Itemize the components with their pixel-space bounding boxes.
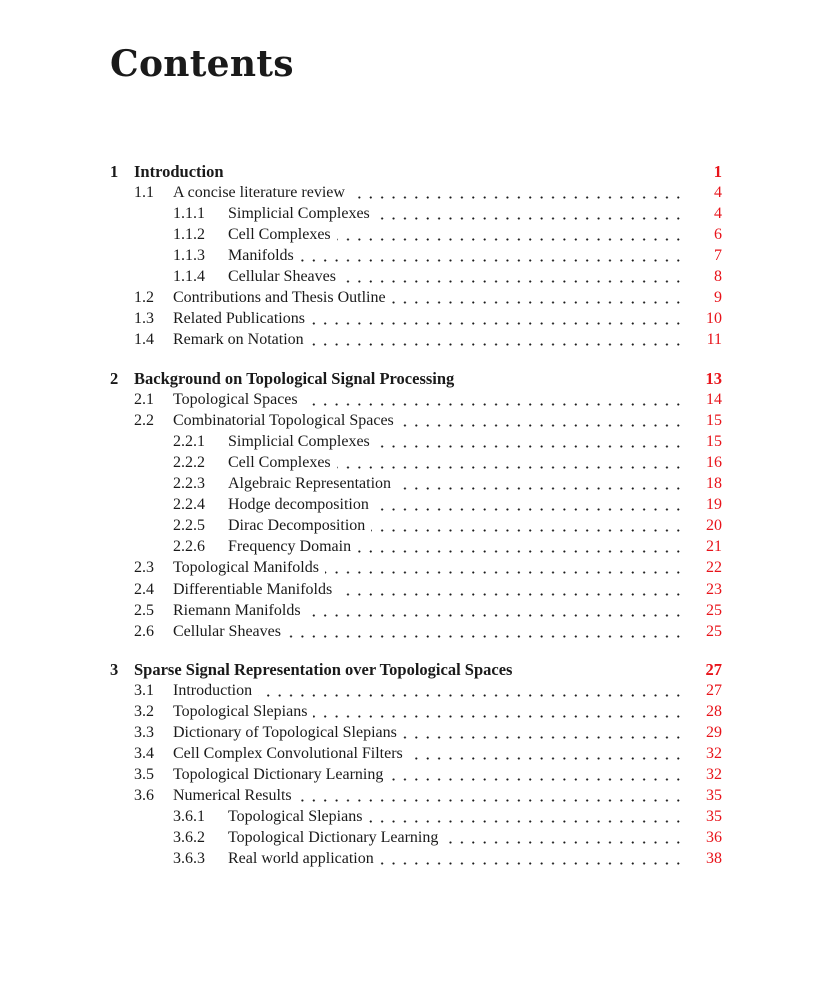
toc-page-link[interactable]: 13: [705, 369, 722, 388]
toc-section-3-5[interactable]: [0, 764, 815, 785]
toc-section-1-3[interactable]: [0, 308, 815, 329]
toc-entry-number: 1: [110, 162, 119, 181]
toc-entry-title: Cellular Sheaves: [173, 623, 281, 640]
toc-entry-number: 3.6: [134, 787, 154, 804]
dot-leader: [409, 743, 685, 764]
toc-entry-title: Topological Spaces: [173, 391, 298, 408]
toc-chapter-1[interactable]: [0, 161, 815, 182]
toc-section-3-6-1[interactable]: [0, 806, 815, 827]
toc-page-link[interactable]: 25: [706, 623, 722, 640]
toc-entry-number: 1.1.1: [173, 205, 205, 222]
toc-section-2-2[interactable]: [0, 410, 815, 431]
toc-page-link[interactable]: 1: [713, 162, 722, 181]
toc-entry-title: Topological Manifolds: [173, 559, 319, 576]
toc-entry-title: A concise literature review: [173, 184, 345, 201]
toc-entry-title: Hodge decomposition: [228, 496, 369, 513]
toc-entry-title: Contributions and Thesis Outline: [173, 289, 386, 306]
toc-entry-number: 2.2.4: [173, 496, 205, 513]
toc-entry-number: 3.5: [134, 766, 154, 783]
toc-entry-title: Numerical Results: [173, 787, 292, 804]
toc-page-link[interactable]: 38: [706, 850, 722, 867]
toc-entry-title: Sparse Signal Representation over Topological Spaces: [134, 660, 513, 679]
toc-section-2-1[interactable]: [0, 389, 815, 410]
toc-section-2-5[interactable]: [0, 600, 815, 621]
toc-entry-number: 3.4: [134, 745, 154, 762]
toc-page-link[interactable]: 10: [706, 310, 722, 327]
toc-entry-title: Dirac Decomposition: [228, 517, 366, 534]
dot-leader: [380, 848, 685, 869]
toc-page-link[interactable]: 35: [706, 787, 722, 804]
toc-entry-title: Simplicial Complexes: [228, 205, 370, 222]
toc-section-2-2-3[interactable]: [0, 473, 815, 494]
toc-page-link[interactable]: 4: [714, 205, 722, 222]
toc-entry-title: Combinatorial Topological Spaces: [173, 412, 394, 429]
toc-section-3-2[interactable]: [0, 701, 815, 722]
toc-page-link[interactable]: 25: [706, 602, 722, 619]
dot-leader: [337, 452, 685, 473]
toc-entry-title: Simplicial Complexes: [228, 433, 370, 450]
toc-entry-title: Topological Slepians: [228, 808, 363, 825]
toc-entry-title: Remark on Notation: [173, 331, 304, 348]
dot-leader: [392, 287, 685, 308]
toc-page-link[interactable]: 27: [706, 682, 722, 699]
toc-entry-number: 2.4: [134, 581, 154, 598]
toc-entry-number: 2.3: [134, 559, 154, 576]
toc-section-3-6-2[interactable]: [0, 827, 815, 848]
dot-leader: [310, 329, 685, 350]
dot-leader: [357, 536, 685, 557]
toc-entry-number: 2.2.2: [173, 454, 205, 471]
toc-entry-title: Topological Dictionary Learning: [173, 766, 384, 783]
toc-section-1-2[interactable]: [0, 287, 815, 308]
dot-leader: [351, 182, 685, 203]
toc-entry-number: 2.5: [134, 602, 154, 619]
toc-entry-number: 3.2: [134, 703, 154, 720]
page-title: Contents: [110, 43, 294, 85]
dot-leader: [325, 557, 685, 578]
dot-leader: [338, 579, 685, 600]
toc-page-link[interactable]: 19: [706, 496, 722, 513]
toc-page-link[interactable]: 32: [706, 766, 722, 783]
toc-entry-number: 1.1.4: [173, 268, 205, 285]
toc-entry-title: Manifolds: [228, 247, 294, 264]
dot-leader: [376, 431, 685, 452]
toc-entry-number: 3.6.2: [173, 829, 205, 846]
toc-entry-title: Frequency Domain: [228, 538, 352, 555]
toc-entry-title: Algebraic Representation: [228, 475, 392, 492]
dot-leader: [371, 515, 685, 536]
toc-entry-number: 3.1: [134, 682, 154, 699]
toc-page-link[interactable]: 36: [706, 829, 722, 846]
dot-leader: [300, 245, 685, 266]
dot-leader: [389, 764, 685, 785]
toc-page-link[interactable]: 32: [706, 745, 722, 762]
dot-leader: [397, 473, 685, 494]
dot-leader: [304, 389, 685, 410]
dot-leader: [298, 785, 685, 806]
dot-leader: [287, 621, 685, 642]
toc-entry-title: Differentiable Manifolds: [173, 581, 333, 598]
dot-leader: [337, 224, 685, 245]
toc-entry-title: Related Publications: [173, 310, 305, 327]
toc-section-2-2-6[interactable]: [0, 536, 815, 557]
toc-section-1-1-4[interactable]: [0, 266, 815, 287]
dot-leader: [311, 308, 685, 329]
dot-leader: [342, 266, 685, 287]
toc-entry-number: 3.6.1: [173, 808, 205, 825]
toc-section-2-2-4[interactable]: [0, 494, 815, 515]
toc-entry-number: 2.1: [134, 391, 154, 408]
toc-page-link[interactable]: 21: [706, 538, 722, 555]
toc-page-link[interactable]: 18: [706, 475, 722, 492]
toc-section-1-4[interactable]: [0, 329, 815, 350]
toc-entry-title: Real world application: [228, 850, 374, 867]
toc-page-link[interactable]: 23: [706, 581, 722, 598]
toc-section-1-1[interactable]: [0, 182, 815, 203]
toc-entry-number: 3: [110, 660, 119, 679]
toc-entry-title: Cell Complex Convolutional Filters: [173, 745, 403, 762]
toc-entry-number: 1.2: [134, 289, 154, 306]
toc-section-2-3[interactable]: [0, 557, 815, 578]
dot-leader: [376, 203, 685, 224]
toc-page-link[interactable]: 8: [714, 268, 722, 285]
toc-page-link[interactable]: 4: [714, 184, 722, 201]
toc-page-link[interactable]: 15: [706, 412, 722, 429]
dot-leader: [313, 701, 685, 722]
toc-section-2-2-1[interactable]: [0, 431, 815, 452]
toc-page-link[interactable]: 27: [705, 660, 722, 679]
toc-page-link[interactable]: 9: [714, 289, 722, 306]
dot-leader: [307, 600, 685, 621]
toc-entry-number: 3.6.3: [173, 850, 205, 867]
toc-page-link[interactable]: 20: [706, 517, 722, 534]
toc-section-2-4[interactable]: [0, 579, 815, 600]
toc-entry-title: Cell Complexes: [228, 454, 331, 471]
toc-page-link[interactable]: 28: [706, 703, 722, 720]
toc-entry-title: Cell Complexes: [228, 226, 331, 243]
toc-entry-title: Introduction: [173, 682, 253, 699]
toc-page-link[interactable]: 14: [706, 391, 722, 408]
toc-section-3-1[interactable]: [0, 680, 815, 701]
toc-entry-number: 1.1: [134, 184, 154, 201]
toc-page-link[interactable]: 22: [706, 559, 722, 576]
dot-leader: [375, 494, 685, 515]
toc-entry-title: Background on Topological Signal Processing: [134, 369, 455, 388]
toc-page-link[interactable]: 16: [706, 454, 722, 471]
toc-entry-title: Introduction: [134, 162, 224, 181]
toc-section-2-2-2[interactable]: [0, 452, 815, 473]
toc-entry-number: 2.6: [134, 623, 154, 640]
toc-entry-number: 1.1.2: [173, 226, 205, 243]
toc-entry-number: 2.2.5: [173, 517, 205, 534]
toc-entry-number: 1.3: [134, 310, 154, 327]
dot-leader: [400, 410, 685, 431]
toc-entry-number: 2.2.1: [173, 433, 205, 450]
toc-section-2-6[interactable]: [0, 621, 815, 642]
toc-section-1-1-2[interactable]: [0, 224, 815, 245]
toc-entry-number: 2.2.6: [173, 538, 205, 555]
toc-chapter-2[interactable]: [0, 368, 815, 389]
toc-section-3-6-3[interactable]: [0, 848, 815, 869]
toc-page-link[interactable]: 35: [706, 808, 722, 825]
toc-section-3-4[interactable]: [0, 743, 815, 764]
toc-entry-number: 3.3: [134, 724, 154, 741]
toc-section-2-2-5[interactable]: [0, 515, 815, 536]
toc-entry-title: Dictionary of Topological Slepians: [173, 724, 397, 741]
toc-chapter-3[interactable]: [0, 659, 815, 680]
toc-page-link[interactable]: 11: [706, 331, 722, 348]
toc-entry-title: Riemann Manifolds: [173, 602, 301, 619]
toc-section-1-1-1[interactable]: [0, 203, 815, 224]
toc-page-link[interactable]: 15: [706, 433, 722, 450]
toc-page-link[interactable]: 7: [714, 247, 722, 264]
toc-entry-title: Topological Dictionary Learning: [228, 829, 439, 846]
toc-page-link[interactable]: 29: [706, 724, 722, 741]
dot-leader: [444, 827, 685, 848]
toc-entry-number: 2: [110, 369, 119, 388]
dot-leader: [368, 806, 685, 827]
toc-section-3-3[interactable]: [0, 722, 815, 743]
dot-leader: [403, 722, 685, 743]
toc-section-3-6[interactable]: [0, 785, 815, 806]
toc-entry-number: 2.2.3: [173, 475, 205, 492]
dot-leader: [258, 680, 685, 701]
toc-entry-number: 2.2: [134, 412, 154, 429]
toc-entry-number: 1.4: [134, 331, 154, 348]
toc-page-link[interactable]: 6: [714, 226, 722, 243]
toc-entry-number: 1.1.3: [173, 247, 205, 264]
toc-section-1-1-3[interactable]: [0, 245, 815, 266]
toc-entry-title: Topological Slepians: [173, 703, 308, 720]
toc-entry-title: Cellular Sheaves: [228, 268, 336, 285]
